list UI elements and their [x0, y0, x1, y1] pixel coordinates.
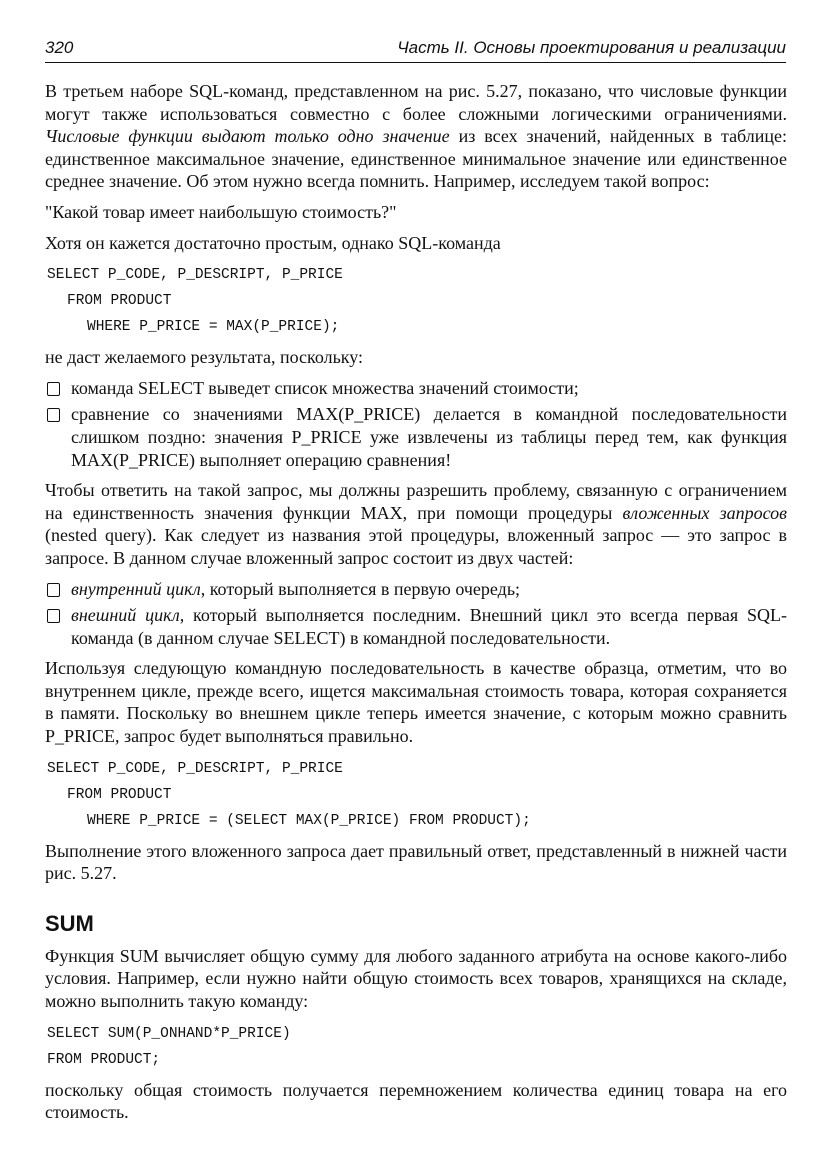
paragraph-sum: Функция SUM вычисляет общую сумму для любого заданного атрибута на основе какого-либо условия. Например, если нужно найти общую стоимость всех товаров, хранящихся на складе, можно выполнить такую команду:: [45, 945, 787, 1012]
list-item: [45, 578, 787, 601]
paragraph-sum-explanation: поскольку общая стоимость получается перемножением количества единиц товара на его стоимость.: [45, 1079, 787, 1123]
bullet-list-loops: [45, 578, 787, 650]
list-item-text: сравнение со значениями MAX(P_PRICE) делается в командной последовательности слишком поздно: значения P_PRICE уже извлечены из таблицы перед тем, как функция MAX(P_PRICE) выполняет операцию сравнения!: [71, 404, 787, 470]
code-line: WHERE P_PRICE = MAX(P_PRICE);: [87, 319, 340, 336]
checkbox-bullet-icon: [47, 609, 60, 623]
code-block-wrong-query: [45, 262, 787, 340]
paragraph-intro-rest: из всех значений, найденных в таблице: единственное максимальное значение, единственное минимальное значение или единственное среднее значение. Об этом нужно всегда помнить. Например, исследуем такой вопрос:: [45, 126, 788, 192]
paragraph-intro-text: В третьем наборе SQL-команд, представленном на рис. 5.27, показано, что числовые функции могут также использоваться совместно с более сложными логическими ограничениями.: [45, 81, 787, 124]
page-body: [45, 80, 787, 1132]
list-item-text: команда SELECT выведет список множества значений стоимости;: [71, 377, 579, 398]
page-header: [45, 36, 786, 63]
code-block-sum: [45, 1021, 787, 1073]
emphasis-outer-loop: внешний цикл: [71, 605, 180, 626]
list-item: [45, 604, 787, 649]
paragraph-nested-rest: (nested query). Как следует из названия этой процедуры, вложенный запрос — это запрос в запросе. В данном случае вложенный запрос состоит из двух частей:: [45, 525, 787, 568]
paragraph-result: Выполнение этого вложенного запроса дает правильный ответ, представленный в нижней части рис. 5.27.: [45, 840, 787, 884]
question-text: "Какой товар имеет наибольшую стоимость?": [45, 201, 397, 222]
code-line: SELECT SUM(P_ONHAND*P_PRICE): [47, 1025, 291, 1042]
paragraph-intro: [45, 80, 787, 193]
running-title: Часть II. Основы проектирования и реализации: [397, 38, 786, 57]
list-item-text: , который выполняется в первую очередь;: [200, 578, 521, 599]
code-line: WHERE P_PRICE = (SELECT MAX(P_PRICE) FROM PRODUCT);: [87, 812, 531, 829]
paragraph-reason: не даст желаемого результата, поскольку:: [45, 347, 364, 368]
code-line: FROM PRODUCT: [67, 786, 172, 803]
page-number: 320: [45, 38, 74, 57]
code-line: SELECT P_CODE, P_DESCRIPT, P_PRICE: [47, 267, 343, 284]
emphasis-inner-loop: внутренний цикл: [71, 578, 201, 599]
section-heading: SUM: [45, 910, 94, 936]
checkbox-bullet-icon: [47, 408, 60, 422]
bullet-list-reasons: [45, 377, 787, 471]
list-item: [45, 377, 787, 400]
code-line: SELECT P_CODE, P_DESCRIPT, P_PRICE: [47, 760, 343, 777]
list-item-text: , который выполняется последним. Внешний цикл это всегда первая SQL-команда (в данном случае SELECT) в командной последовательности.: [71, 605, 787, 648]
emphasis-nested-queries: вложенных запросов: [622, 502, 787, 523]
checkbox-bullet-icon: [47, 583, 60, 597]
paragraph-example: Используя следующую командную последовательность в качестве образца, отметим, что во внутреннем цикле, прежде всего, ищется максимальная стоимость товара, которая сохраняется в памяти. Поскольку во внешнем цикле теперь имеется значение, с которым можно сравнить P_PRICE, запрос будет выполняться правильно.: [45, 658, 787, 747]
checkbox-bullet-icon: [47, 382, 60, 396]
emphasis-numeric-functions: Числовые функции выдают только одно значение: [45, 126, 450, 147]
code-line: FROM PRODUCT;: [47, 1051, 161, 1068]
code-block-nested-query: [45, 756, 787, 834]
paragraph-nested-query: [45, 479, 787, 569]
paragraph-nested-text: Чтобы ответить на такой запрос, мы должны разрешить проблему, связанную с ограничением на единственность значения функции MAX, при помощи процедуры: [45, 480, 787, 523]
paragraph-sql-command: Хотя он кажется достаточно простым, однако SQL-команда: [45, 232, 501, 253]
code-line: FROM PRODUCT: [67, 293, 172, 310]
list-item: [45, 403, 787, 471]
